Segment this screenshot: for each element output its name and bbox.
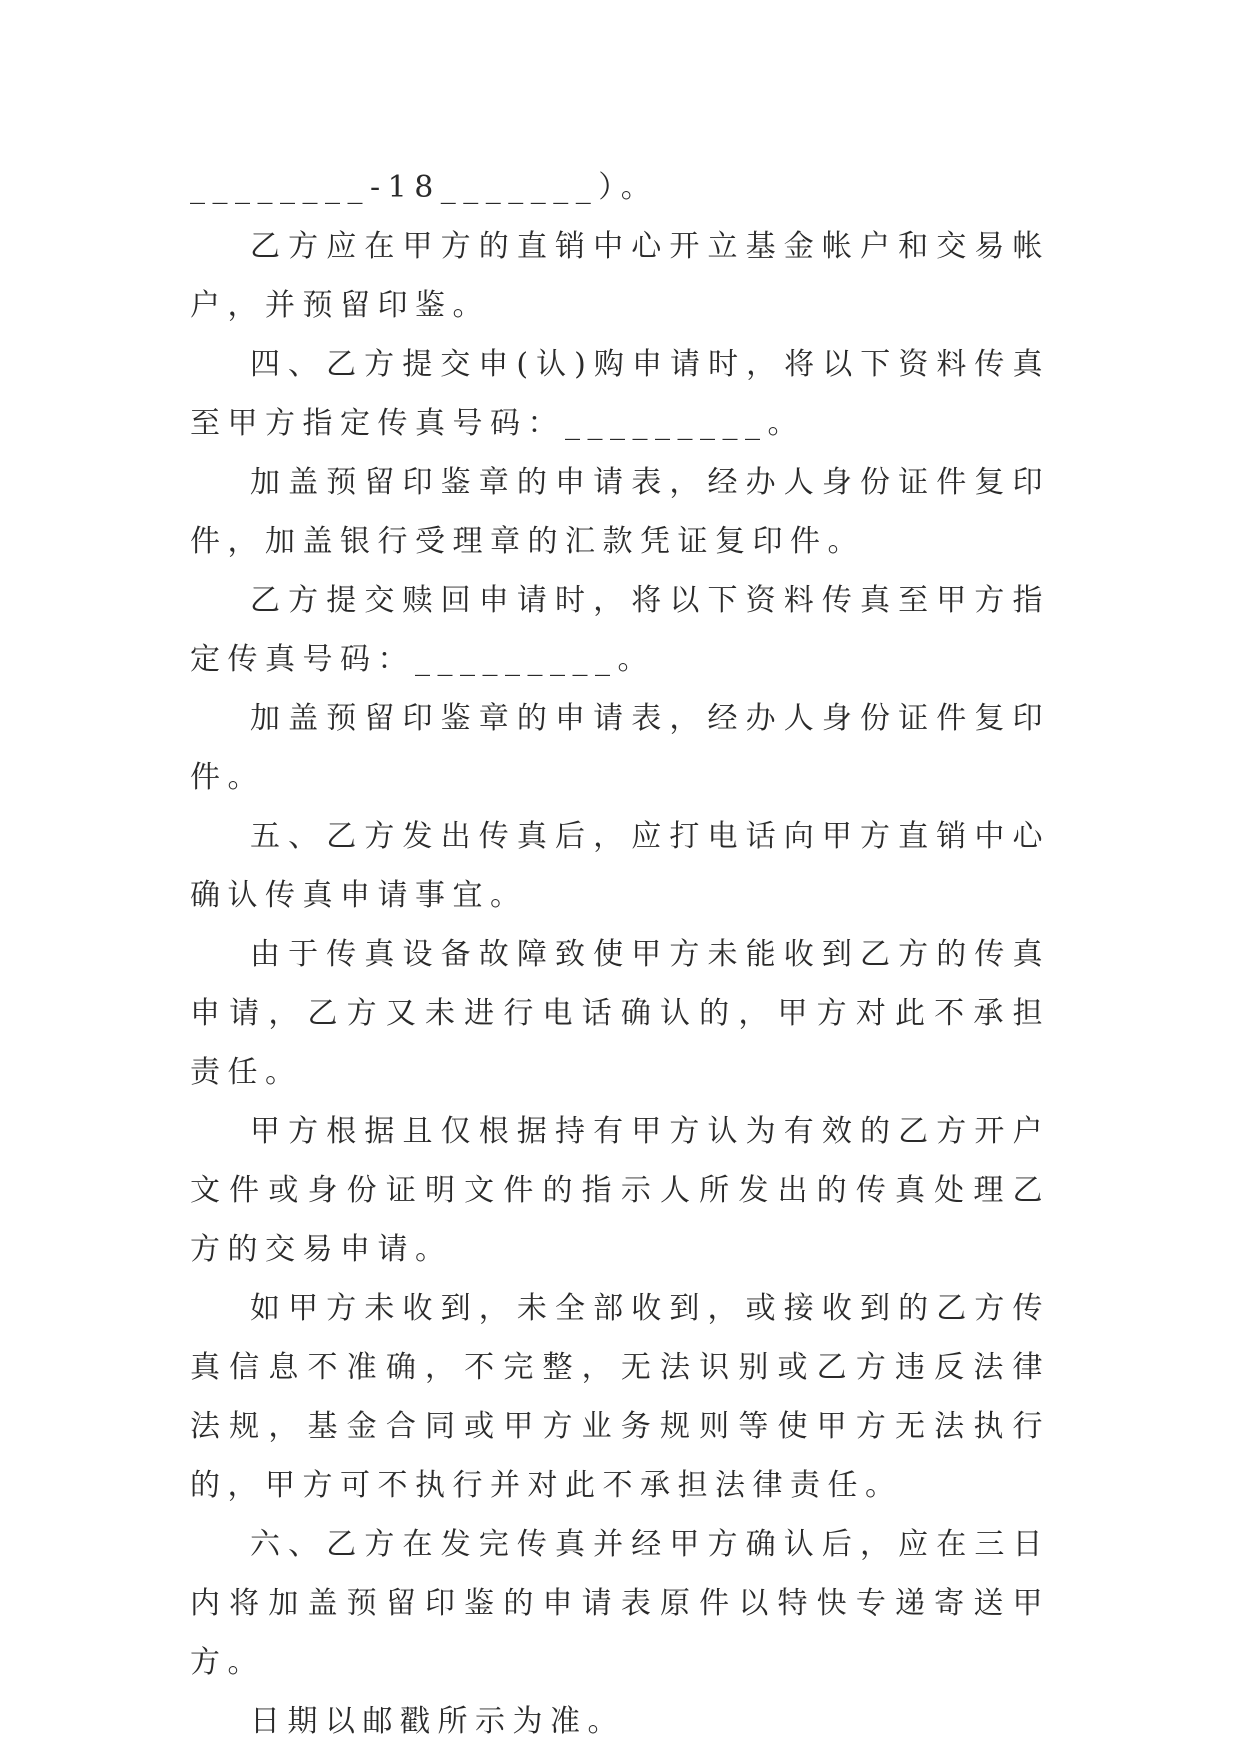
paragraph-postmark-date: 日期以邮戳所示为准。 bbox=[250, 1704, 625, 1739]
paragraph-non-execution: 如甲方未收到，未全部收到，或接收到的乙方传真信息不准确，不完整，无法识别或乙方违反法律法规，基金合同或甲方业务规则等使甲方无法执行的，甲方可不执行并对此不承担法律责任。 bbox=[190, 1291, 1050, 1503]
paragraph-fax-number-continuation: ________-18_______）。 bbox=[190, 170, 659, 205]
paragraph-clause-six: 六、乙方在发完传真并经甲方确认后，应在三日内将加盖预留印鉴的申请表原件以特快专递寄送甲方。 bbox=[190, 1527, 1050, 1680]
document-body bbox=[190, 158, 1050, 1751]
paragraph-open-accounts: 乙方应在甲方的直销中心开立基金帐户和交易帐户，并预留印鉴。 bbox=[190, 229, 1050, 323]
paragraph-fax-failure: 由于传真设备故障致使甲方未能收到乙方的传真申请，乙方又未进行电话确认的，甲方对此不承担责任。 bbox=[190, 937, 1050, 1090]
paragraph-clause-four: 四、乙方提交申(认)购申请时，将以下资料传真至甲方指定传真号码：_________。 bbox=[190, 347, 1050, 441]
paragraph-redemption-materials: 加盖预留印鉴章的申请表，经办人身份证件复印件。 bbox=[190, 701, 1050, 795]
paragraph-purchase-materials: 加盖预留印鉴章的申请表，经办人身份证件复印件，加盖银行受理章的汇款凭证复印件。 bbox=[190, 465, 1050, 559]
paragraph-clause-five: 五、乙方发出传真后，应打电话向甲方直销中心确认传真申请事宜。 bbox=[190, 819, 1050, 913]
paragraph-instruction-basis: 甲方根据且仅根据持有甲方认为有效的乙方开户文件或身份证明文件的指示人所发出的传真处理乙方的交易申请。 bbox=[190, 1114, 1050, 1267]
paragraph-redemption-fax: 乙方提交赎回申请时，将以下资料传真至甲方指定传真号码：_________。 bbox=[190, 583, 1050, 677]
